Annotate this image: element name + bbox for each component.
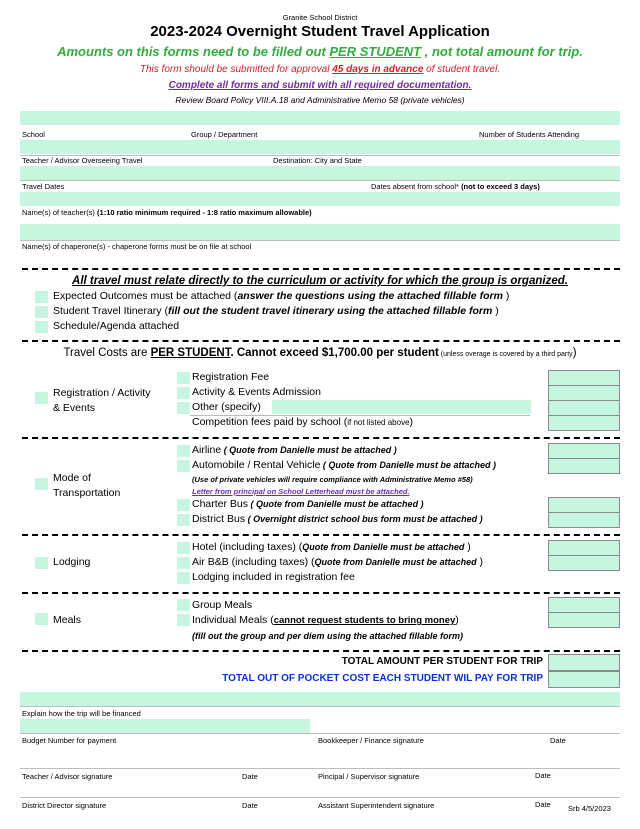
- competition-label: [192, 416, 413, 428]
- district-name: Granite School District: [282, 13, 358, 22]
- itinerary-item: [53, 305, 499, 317]
- curriculum-heading: All travel must relate directly to the curriculum or activity for which the group is organized.: [72, 275, 568, 287]
- reg-fee-checkbox[interactable]: [177, 372, 190, 384]
- district-bus-amount[interactable]: [548, 512, 620, 528]
- num-students-label: Number of Students Attending: [479, 130, 580, 139]
- dates-absent-text: Dates absent from school*: [371, 182, 459, 191]
- other-amount[interactable]: [548, 400, 620, 416]
- costs-small: (unless overage is covered by a third party: [438, 351, 573, 358]
- version-stamp: Srb 4/5/2023: [568, 804, 611, 813]
- asst-sig-label: Assistant Superintendent signature: [318, 801, 435, 810]
- school-input[interactable]: [20, 140, 620, 154]
- individual-meals-close: ): [455, 614, 459, 626]
- airline-label: [192, 444, 397, 456]
- individual-meals-note: cannot request students to bring money: [273, 615, 456, 626]
- transport-label-2: Transportation: [53, 487, 121, 499]
- competition-small: if not listed above: [347, 418, 410, 427]
- budget-label: Budget Number for payment: [22, 736, 117, 745]
- principal-sig-label: Pincipal / Supervisor signature: [318, 772, 420, 781]
- group-meals-label: Group Meals: [192, 599, 253, 611]
- auto-label: [192, 459, 496, 471]
- meals-label: Meals: [53, 614, 82, 626]
- director-date-label: Date: [242, 801, 258, 810]
- group-label: Group / Department: [191, 130, 258, 139]
- auto-checkbox[interactable]: [177, 460, 190, 472]
- approval-post: of student travel.: [423, 64, 501, 75]
- reg-fee-label: Registration Fee: [192, 371, 270, 383]
- director-sig-label: District Director signature: [22, 801, 107, 810]
- costs-bold: . Cannot exceed $1,700.00 per student: [230, 347, 439, 359]
- individual-meals-checkbox[interactable]: [177, 614, 190, 626]
- principal-date-label: Date: [535, 771, 551, 780]
- lodging-label: Lodging: [53, 556, 91, 568]
- charter-amount[interactable]: [548, 497, 620, 513]
- dates-absent-label: [371, 182, 540, 191]
- activity-label: Activity & Events Admission: [192, 386, 321, 398]
- costs-close: ): [572, 347, 577, 359]
- teacher-date-label: Date: [242, 772, 258, 781]
- outcomes-post: ): [502, 290, 510, 302]
- per-student-emph: PER STUDENT: [329, 44, 422, 59]
- divider: [22, 437, 620, 439]
- per-student-post: , not total amount for trip.: [421, 44, 583, 59]
- competition-close: ): [409, 416, 414, 428]
- outcomes-checkbox[interactable]: [35, 291, 48, 303]
- itinerary-post: ): [492, 305, 499, 317]
- registration-checkbox[interactable]: [35, 392, 48, 404]
- teacher-label: Teacher / Advisor Overseeing Travel: [22, 156, 143, 165]
- letter-note: Letter from principal on School Letterhead must be attached.: [192, 487, 410, 496]
- costs-pre: Travel Costs are: [63, 347, 151, 359]
- airline-text: Airline: [192, 444, 222, 456]
- activity-checkbox[interactable]: [177, 387, 190, 399]
- divider: [22, 340, 620, 342]
- teacher-input[interactable]: [20, 166, 620, 180]
- complete-all-notice: Complete all forms and submit with all required documentation.: [168, 80, 472, 91]
- itinerary-text: Student Travel Itinerary (: [53, 305, 168, 317]
- top-fill-row[interactable]: [20, 111, 620, 125]
- transport-checkbox[interactable]: [35, 478, 48, 490]
- per-student-notice: [0, 44, 640, 59]
- charter-note: ( Quote from Danielle must be attached ): [248, 499, 424, 509]
- meals-checkbox[interactable]: [35, 613, 48, 625]
- page-title: 2023-2024 Overnight Student Travel Application: [150, 23, 490, 40]
- dates-absent-bold: (not to exceed 3 days): [461, 182, 540, 191]
- lodging-included-checkbox[interactable]: [177, 572, 190, 584]
- charter-checkbox[interactable]: [177, 499, 190, 511]
- school-label: School: [22, 130, 45, 139]
- approval-notice: [0, 64, 640, 75]
- charter-label: [192, 498, 424, 510]
- destination-label: Destination: City and State: [273, 156, 362, 165]
- asst-date-label: Date: [535, 800, 551, 809]
- divider: [22, 650, 620, 652]
- competition-amount[interactable]: [548, 415, 620, 431]
- transport-label: [53, 471, 120, 501]
- district-bus-label: [192, 513, 483, 525]
- meals-fill-note: (fill out the group and per diem using the attached fillable form): [192, 631, 464, 641]
- airbnb-label: [192, 556, 483, 568]
- approval-emph: 45 days in advance: [332, 64, 424, 75]
- costs-emph: PER STUDENT: [150, 347, 231, 359]
- divider: [22, 534, 620, 536]
- airline-note: ( Quote from Danielle must be attached ): [221, 445, 397, 455]
- airline-amount[interactable]: [548, 443, 620, 459]
- teacher-names-input[interactable]: [20, 224, 620, 240]
- per-student-pre: Amounts on this forms need to be filled out: [57, 44, 330, 59]
- charter-text: Charter Bus: [192, 498, 249, 510]
- divider: [22, 268, 620, 270]
- outcomes-emph: answer the questions using the attached fillable form: [237, 290, 503, 302]
- airbnb-amount[interactable]: [548, 555, 620, 571]
- reg-fee-amount[interactable]: [548, 370, 620, 386]
- teacher-sig-label: Teacher / Advisor signature: [22, 772, 113, 781]
- other-label: Other (specify): [192, 401, 261, 413]
- registration-label-1: Registration / Activity: [53, 387, 151, 399]
- teacher-names-bold: (1:10 ratio minimum required - 1:8 ratio maximum allowable): [97, 208, 312, 217]
- approval-pre: This form should be submitted for approval: [139, 64, 333, 75]
- district-bus-text: District Bus: [192, 513, 246, 525]
- total-per-student-label: TOTAL AMOUNT PER STUDENT FOR TRIP: [341, 656, 543, 667]
- bookkeeper-date-label: Date: [550, 736, 566, 745]
- travel-dates-input[interactable]: [20, 192, 620, 206]
- outcomes-text: Expected Outcomes must be attached (: [53, 290, 238, 302]
- competition-text: Competition fees paid by school (: [192, 416, 348, 428]
- auto-amount[interactable]: [548, 458, 620, 474]
- budget-input[interactable]: [20, 719, 310, 733]
- hotel-label: [192, 541, 471, 553]
- transport-label-1: Mode of: [53, 472, 91, 484]
- hotel-amount[interactable]: [548, 540, 620, 556]
- district-bus-checkbox[interactable]: [177, 514, 190, 526]
- total-per-student-amount[interactable]: [548, 654, 620, 671]
- hotel-checkbox[interactable]: [177, 542, 190, 554]
- airbnb-close: ): [476, 556, 483, 568]
- financing-input[interactable]: [20, 692, 620, 706]
- individual-meals-amount[interactable]: [548, 612, 620, 628]
- policy-notice: Review Board Policy VIII.A.18 and Administrative Memo 58 (private vehicles): [175, 95, 465, 105]
- airline-checkbox[interactable]: [177, 445, 190, 457]
- chaperone-label: Name(s) of chaperone(s) - chaperone forms must be on file at school: [22, 242, 252, 251]
- schedule-checkbox[interactable]: [35, 321, 48, 333]
- auto-note: ( Quote from Danielle must be attached ): [320, 460, 496, 470]
- hotel-note: Quote from Danielle must be attached: [302, 542, 465, 552]
- registration-label: [53, 386, 150, 416]
- divider: [22, 592, 620, 594]
- financing-label: Explain how the trip will be financed: [22, 709, 141, 718]
- outcomes-item: [53, 290, 509, 302]
- hotel-close: ): [464, 541, 471, 553]
- out-of-pocket-label: TOTAL OUT OF POCKET COST EACH STUDENT WIL PAY FOR TRIP: [222, 673, 543, 684]
- bookkeeper-label: Bookkeeper / Finance signature: [318, 736, 424, 745]
- lodging-checkbox[interactable]: [35, 557, 48, 569]
- travel-dates-label: Travel Dates: [22, 182, 65, 191]
- schedule-item: Schedule/Agenda attached: [53, 320, 180, 332]
- lodging-included-label: Lodging included in registration fee: [192, 571, 355, 583]
- private-vehicle-note: (Use of private vehicles will require compliance with Administrative Memo #58): [192, 475, 473, 484]
- airbnb-checkbox[interactable]: [177, 557, 190, 569]
- airbnb-text: Air B&B (including taxes) (: [192, 556, 315, 568]
- activity-amount[interactable]: [548, 385, 620, 401]
- itinerary-checkbox[interactable]: [35, 306, 48, 318]
- district-bus-note: ( Overnight district school bus form must be attached ): [245, 514, 483, 524]
- other-specify-input[interactable]: [272, 400, 531, 414]
- other-checkbox[interactable]: [177, 402, 190, 414]
- group-meals-amount[interactable]: [548, 597, 620, 613]
- airbnb-note: Quote from Danielle must be attached: [314, 557, 477, 567]
- hotel-text: Hotel (including taxes) (: [192, 541, 303, 553]
- out-of-pocket-amount[interactable]: [548, 671, 620, 688]
- group-meals-checkbox[interactable]: [177, 599, 190, 611]
- auto-text: Automobile / Rental Vehicle: [192, 459, 321, 471]
- itinerary-emph: fill out the student travel itinerary using the attached fillable form: [167, 305, 493, 317]
- teacher-names-text: Name(s) of teacher(s): [22, 208, 95, 217]
- individual-meals-label: [192, 614, 459, 626]
- registration-label-2: & Events: [53, 402, 96, 414]
- travel-costs-heading: [0, 347, 640, 359]
- individual-meals-text: Individual Meals (: [192, 614, 274, 626]
- teacher-names-label: [22, 208, 312, 217]
